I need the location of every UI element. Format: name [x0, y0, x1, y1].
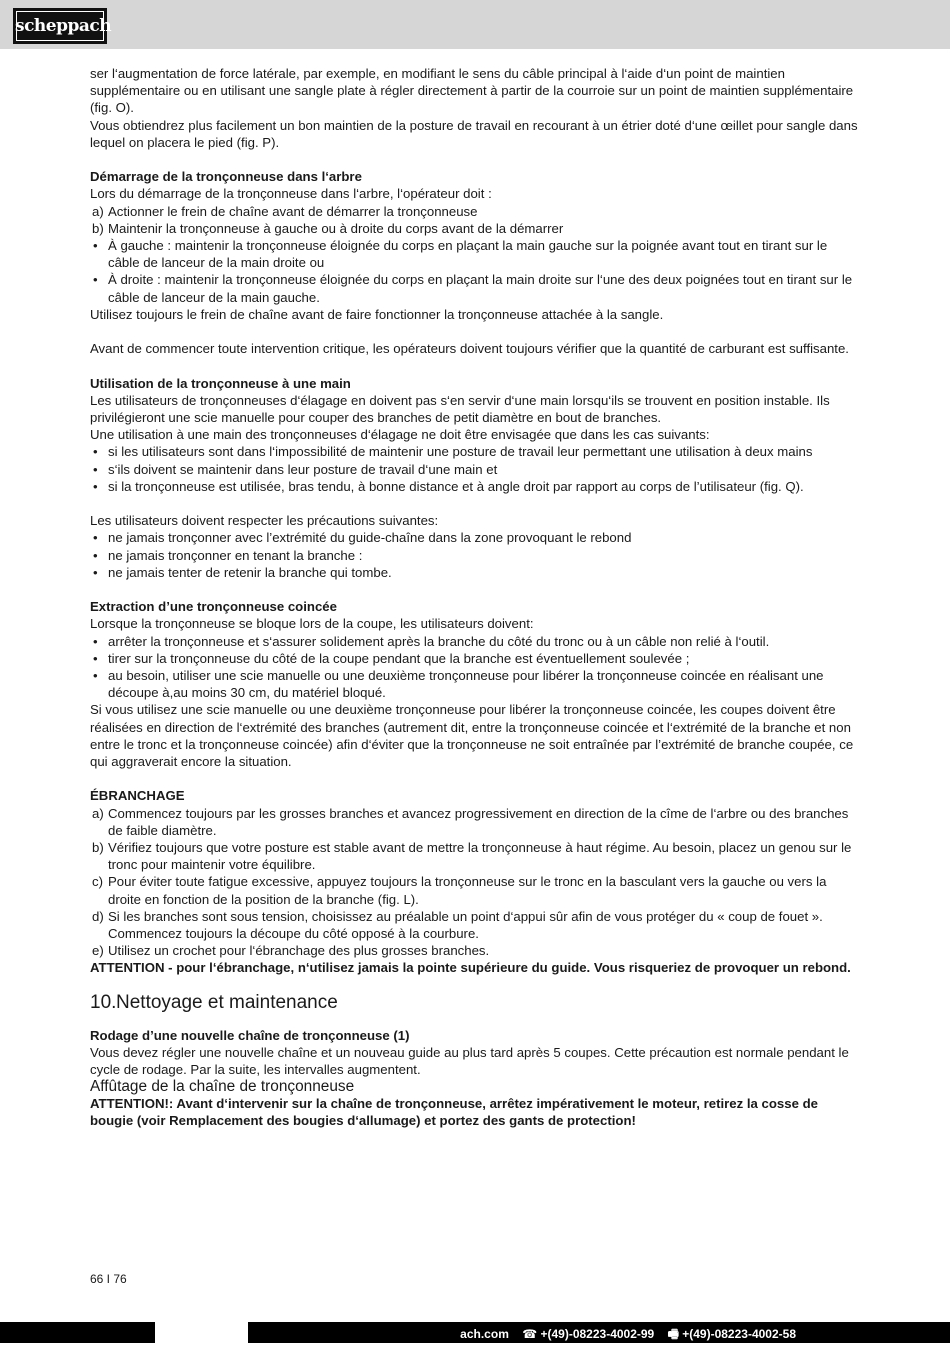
precautions-bullets — [90, 529, 860, 581]
list-item-text: Vérifiez toujours que votre posture est stable avant de mettre la tronçonneuse à haut régime. Au besoin, placez un genou sur le tronc pour maintenir votre équilibre. — [108, 840, 852, 873]
ebranchage-warning: ATTENTION - pour l‘ébranchage, n‘utilisez jamais la pointe supérieure du guide. Vous risqueriez de provoquer un rebond. — [90, 960, 851, 976]
footer-fax: 🖷 +(49)-08223-4002-58 — [667, 1327, 796, 1341]
demarrage-bullets — [90, 237, 860, 306]
bullet-icon: • — [93, 633, 98, 649]
list-item — [90, 237, 860, 271]
bullet-icon: • — [93, 238, 98, 254]
list-item — [90, 478, 860, 495]
footer-contact — [450, 1325, 796, 1346]
heading-ebranchage: ÉBRANCHAGE — [90, 788, 185, 804]
page-number: 66 I 76 — [90, 1272, 127, 1286]
list-item — [90, 461, 860, 478]
list-marker: e) — [92, 943, 104, 959]
list-item — [90, 873, 860, 907]
extraction-lead: Lorsque la tronçonneuse se bloque lors de la coupe, les utilisateurs doivent: — [90, 616, 534, 632]
list-item-text: ne jamais tronçonner en tenant la branche : — [108, 547, 363, 563]
brand-logo: scheppach — [13, 8, 107, 44]
list-item — [90, 443, 860, 460]
bullet-icon: • — [93, 547, 98, 563]
list-item — [90, 942, 860, 959]
list-item-text: arrêter la tronçonneuse et s‘assurer solidement après la branche du côté du tronc ou à un câble non relié à l‘outil. — [108, 633, 770, 649]
heading-extraction: Extraction d’une tronçonneuse coincée — [90, 599, 337, 615]
list-item-text: si la tronçonneuse est utilisée, bras tendu, à bonne distance et à angle droit par rapport au corps de l’utilisateur (fig. Q). — [108, 478, 804, 494]
affutage-warning: ATTENTION!: Avant d‘intervenir sur la chaîne de tronçonneuse, arrêtez impérativement le moteur, retirez la cosse de bougie (voir Remplacement des bougies d‘allumage) et portez des gants de protection! — [90, 1096, 818, 1129]
list-item — [90, 667, 860, 701]
section-number: 10. — [90, 991, 117, 1013]
list-item — [90, 805, 860, 839]
demarrage-after: Utilisez toujours le frein de chaîne avant de faire fonctionner la tronçonneuse attachée à la sangle. — [90, 306, 664, 322]
footer-bar — [0, 1322, 950, 1343]
list-item-text: À gauche : maintenir la tronçonneuse éloignée du corps en plaçant la main gauche sur la poignée avant tout en tirant sur le câble de lanceur de la main droite ou — [108, 238, 828, 271]
une-main-paragraph-1: Les utilisateurs de tronçonneuses d‘élagage en doivent pas s‘en servir d‘une main lorsqu‘ils se trouvent en position instable. Ils privilégieront une scie manuelle pour couper des branches de petit diamètre en bout de branches. — [90, 392, 830, 426]
ebranchage-steps — [90, 805, 860, 960]
footer-gap — [155, 1322, 248, 1343]
header-bar — [0, 0, 950, 49]
extraction-bullets — [90, 633, 860, 702]
fuel-paragraph: Avant de commencer toute intervention critique, les opérateurs doivent toujours vérifier que la quantité de carburant est suffisante. — [90, 341, 849, 357]
heading-demarrage: Démarrage de la tronçonneuse dans l‘arbre — [90, 169, 362, 185]
bullet-icon: • — [93, 668, 98, 684]
list-item — [90, 839, 860, 873]
list-item-text: Commencez toujours par les grosses branches et avancez progressivement en direction de la cîme de l‘arbre ou des branches de faible diamètre. — [108, 805, 849, 838]
list-item-text: Pour éviter toute fatigue excessive, appuyez toujours la tronçonneuse sur le tronc en la basculant vers la gauche ou vers la droite en fonction de la position de la branche (fig. L). — [108, 874, 827, 907]
heading-une-main: Utilisation de la tronçonneuse à une main — [90, 375, 351, 391]
list-item-text: Si les branches sont sous tension, choisissez au préalable un point d‘appui sûr afin de vous protéger du « coup de fouet ». Commencez toujours la découpe du côté opposé à la courbure. — [108, 908, 823, 942]
intro-paragraph-1: ser l‘augmentation de force latérale, par exemple, en modifiant le sens du câble principal à l‘aide d‘un point de maintien supplémentaire ou en utilisant une sangle plate à régler directement à partir de la courroie sur un point de maintien supplémentaire (fig. O). — [90, 66, 854, 116]
list-item — [90, 547, 860, 564]
une-main-bullets — [90, 443, 860, 495]
list-item-text: au besoin, utiliser une scie manuelle ou une deuxième tronçonneuse pour libérer la tronçonneuse coincée en réalisant une découpe à,au moins 30 cm, du matériel bloqué. — [108, 668, 824, 701]
list-item-text: Utilisez un crochet pour l‘ébranchage des plus grosses branches. — [108, 943, 490, 959]
list-item — [90, 271, 860, 305]
list-item — [90, 529, 860, 546]
demarrage-steps — [90, 203, 860, 237]
precautions-lead: Les utilisateurs doivent respecter les précautions suivantes: — [90, 513, 439, 529]
bullet-icon: • — [93, 564, 98, 580]
document-body — [90, 65, 860, 1130]
bullet-icon: • — [93, 272, 98, 288]
list-item-text: Maintenir la tronçonneuse à gauche ou à droite du corps avant de la démarrer — [108, 220, 564, 236]
list-marker: b) — [92, 220, 104, 236]
bullet-icon: • — [93, 650, 98, 666]
list-marker: b) — [92, 840, 104, 856]
list-item-text: Actionner le frein de chaîne avant de démarrer la tronçonneuse — [108, 203, 478, 219]
rodage-paragraph: Vous devez régler une nouvelle chaîne et un nouveau guide au plus tard après 5 coupes. Cette précaution est normale pendant le cycle de rodage. Par la suite, les intervalles augmentent. — [90, 1044, 849, 1078]
list-item-text: ne jamais tronçonner avec l’extrémité du guide-chaîne dans la zone provoquant le rebond — [108, 530, 632, 546]
section-title — [90, 991, 860, 1015]
bullet-icon: • — [93, 461, 98, 477]
list-item — [90, 908, 860, 942]
list-item-text: si les utilisateurs sont dans l‘impossibilité de maintenir une posture de travail leur permettant une utilisation à deux mains — [108, 444, 813, 460]
list-marker: d) — [92, 908, 104, 924]
demarrage-lead: Lors du démarrage de la tronçonneuse dans l‘arbre, l‘opérateur doit : — [90, 186, 492, 202]
list-item — [90, 633, 860, 650]
intro-paragraph-2: Vous obtiendrez plus facilement un bon maintien de la posture de travail en recourant à un étrier doté d‘une œillet pour sangle dans lequel on placera le pied (fig. P). — [90, 117, 858, 150]
list-item-text: s‘ils doivent se maintenir dans leur posture de travail d‘une main et — [108, 461, 498, 477]
list-marker: a) — [92, 805, 104, 821]
section-title-text: Nettoyage et maintenance — [116, 991, 338, 1013]
extraction-after: Si vous utilisez une scie manuelle ou une deuxième tronçonneuse pour libérer la tronçonneuse coincée, les coupes doivent être réalisées en direction de l‘extrémité des branches (autrement dit, entre la tronçonneuse coincée et l‘extrémité de la branche et non entre le tronc et la tronçonneuse coincée) afin d‘éviter que la tronçonneuse ne soit entraînée par l’extrémité de branche coupée, ce qui aggraverait encore la situation. — [90, 702, 854, 770]
footer-website: ach.com — [460, 1327, 509, 1341]
list-item-text: À droite : maintenir la tronçonneuse éloignée du corps en plaçant la main droite sur l‘une des deux poignées tout en tirant sur le câble de lanceur de la main gauche. — [108, 272, 853, 305]
list-item-text: ne jamais tenter de retenir la branche qui tombe. — [108, 564, 392, 580]
heading-rodage: Rodage d’une nouvelle chaîne de tronçonneuse (1) — [90, 1027, 410, 1043]
une-main-paragraph-2: Une utilisation à une main des tronçonneuses d‘élagage ne doit être envisagée que dans les cas suivants: — [90, 427, 710, 443]
bullet-icon: • — [93, 530, 98, 546]
bullet-icon: • — [93, 444, 98, 460]
heading-affutage: Affûtage de la chaîne de tronçonneuse — [90, 1078, 355, 1096]
list-item — [90, 203, 860, 220]
footer-phone: ☎ +(49)-08223-4002-99 — [522, 1327, 655, 1341]
list-marker: c) — [92, 874, 103, 890]
list-item — [90, 564, 860, 581]
bullet-icon: • — [93, 478, 98, 494]
list-marker: a) — [92, 203, 104, 219]
list-item-text: tirer sur la tronçonneuse du côté de la coupe pendant que la branche est éventuellement soulevée ; — [108, 650, 690, 666]
list-item — [90, 220, 860, 237]
list-item — [90, 650, 860, 667]
